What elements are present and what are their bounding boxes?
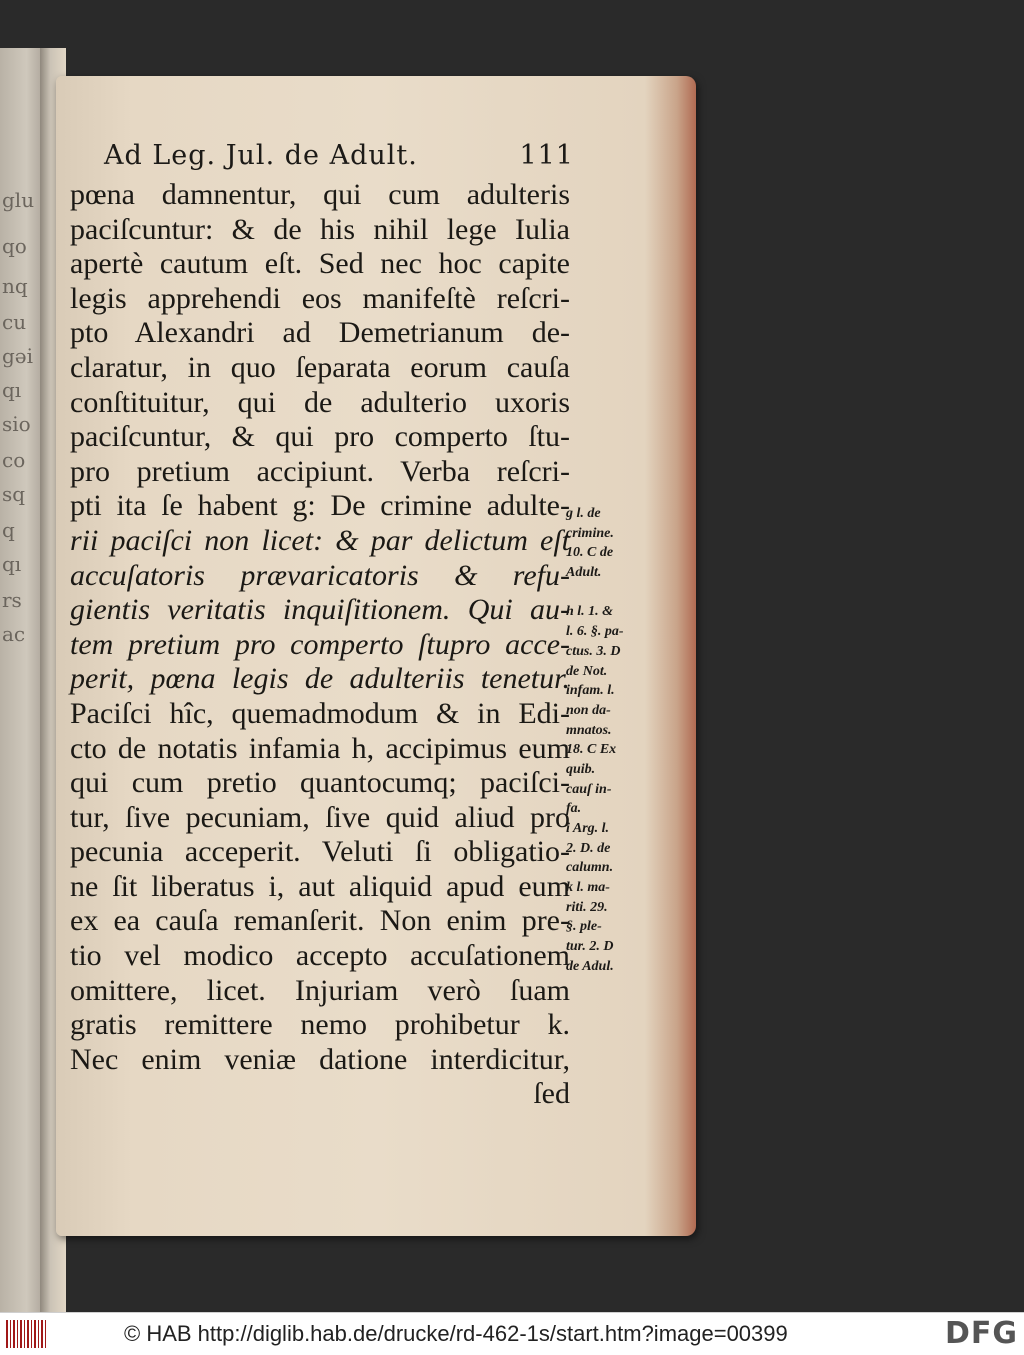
marginal-note: mnatos. [566, 722, 612, 738]
marginal-note: quib. [566, 761, 596, 777]
marginal-note: riti. 29. [566, 899, 608, 915]
marginal-note: i Arg. l. [566, 821, 610, 836]
text-line: gratis remittere nemo prohibetur k. [70, 1008, 570, 1042]
body-text [70, 178, 570, 1112]
text-line: tem pretium pro comperto ſtupro acce- [70, 627, 570, 661]
text-line: paciſcuntur, & qui pro comperto ſtu- [70, 420, 570, 454]
text-line: conſtituitur, qui de adulterio uxoris [70, 385, 570, 419]
marginal-note: cauſ in- [566, 781, 612, 797]
text-line: pto Alexandri ad Demetrianum de- [70, 316, 570, 350]
text-line: tio vel modico accepto accuſationem [70, 939, 570, 973]
prev-page-fragment: sq [2, 482, 26, 506]
text-line: claratur, in quo ſeparata eorum cauſa [70, 350, 570, 384]
text-line: perit, pœna legis de adulteriis tenetur. [70, 662, 570, 696]
marginal-note: k l. ma- [566, 880, 610, 896]
text-line: accuſatoris prævaricatoris & refu- [70, 558, 570, 592]
prev-page-fragment: rs [2, 588, 22, 612]
marginal-note: fa. [566, 801, 582, 817]
marginal-note: ctus. 3. D [566, 643, 621, 659]
marginal-note: l. 6. §. pa- [566, 624, 624, 640]
text-line: cto de notatis infamia h, accipimus eum [70, 731, 570, 765]
text-line: pœna damnentur, qui cum adulteris [70, 178, 570, 211]
running-head [104, 140, 574, 171]
marginal-note [566, 583, 656, 603]
marginal-note: §. ple- [566, 919, 602, 935]
marginal-note: 18. C Ex [566, 742, 617, 758]
text-line: ex ea cauſa remanſerit. Non enim pre- [70, 904, 570, 938]
marginal-note: non da- [566, 702, 611, 718]
text-line: ſed [533, 1077, 570, 1111]
page-number: 111 [519, 140, 574, 171]
prev-page-fragment: gəi [2, 344, 34, 368]
running-head-title: Ad Leg. Jul. de Adult. [104, 140, 418, 171]
text-line: paciſcuntur: & de his nihil lege Iulia [70, 212, 570, 246]
text-line: pro pretium accipiunt. Verba reſcri- [70, 454, 570, 488]
text-line: qui cum pretio quantocumq; paciſci- [70, 766, 570, 800]
marginal-note: infam. l. [566, 683, 615, 699]
text-line: tur, ſive pecuniam, ſive quid aliud pro [70, 800, 570, 834]
text-line: rii paciſci non licet: & par delictum eſt [70, 523, 570, 557]
prev-page-fragment: q [2, 518, 15, 542]
prev-page-fragment: qı [2, 552, 22, 576]
prev-page-fragment: glu [2, 188, 35, 212]
marginal-note: de Adul. [566, 958, 614, 974]
viewer-footer [0, 1312, 1024, 1355]
library-barcode-icon [6, 1320, 46, 1348]
text-line: legis apprehendi eos manifeſtè reſcri- [70, 281, 570, 315]
text-line: Paciſci hîc, quemadmodum & in Edi- [70, 696, 570, 730]
dfg-logo: DFG [944, 1316, 1018, 1351]
text-line: Nec enim veniæ datione interdicitur, [70, 1042, 570, 1076]
text-line: ne ſit liberatus i, aut aliquid apud eum [70, 869, 570, 903]
text-line: apertè cautum eſt. Sed nec hoc capite [70, 247, 570, 281]
marginal-note: Adult. [566, 565, 602, 581]
prev-page-fragment: qı [2, 378, 22, 402]
marginal-note: de Not. [566, 663, 608, 679]
marginal-note: calumn. [566, 860, 614, 876]
citation-link[interactable]: © HAB http://diglib.hab.de/drucke/rd-462-1s/start.htm?image=00399 [124, 1321, 788, 1346]
text-line: omittere, licet. Injuriam verò ſuam [70, 973, 570, 1007]
prev-page-fragment: sio [2, 412, 31, 436]
marginal-note: 2. D. de [566, 840, 611, 856]
prev-page-fragment: qo [2, 234, 27, 258]
marginal-note: tur. 2. D [566, 939, 614, 955]
prev-page-fragment: cu [2, 310, 27, 334]
marginal-notes [566, 504, 656, 977]
marginal-note: h l. 1. & [566, 604, 614, 620]
marginal-note: 10. C de [566, 545, 614, 561]
prev-page-fragment: nq [2, 274, 28, 298]
marginal-note: g l. de [566, 506, 601, 521]
text-line: pecunia acceperit. Veluti ſi obligatio- [70, 835, 570, 869]
text-line: gientis veritatis inquiſitionem. Qui au- [70, 593, 570, 627]
prev-page-fragment: co [2, 448, 26, 472]
prev-page-fragment: ac [2, 622, 26, 646]
marginal-note: crimine. [566, 525, 614, 541]
text-line: pti ita ſe habent g: De crimine adulte- [70, 489, 570, 523]
